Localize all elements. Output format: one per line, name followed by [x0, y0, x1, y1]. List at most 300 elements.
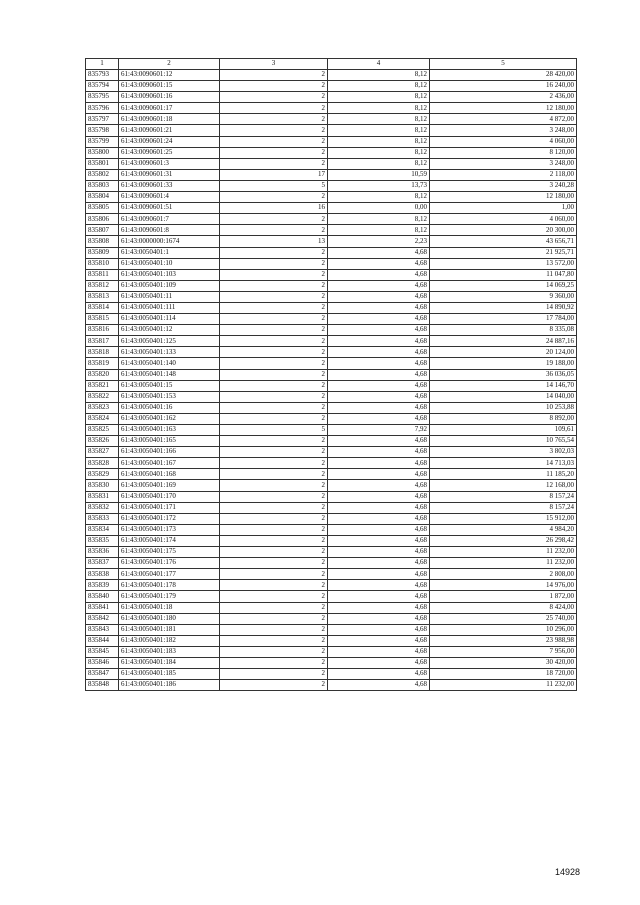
table-cell-col-3: 2 — [220, 81, 328, 92]
table-row — [86, 491, 577, 502]
table-cell-col-3: 2 — [220, 92, 328, 103]
table-cell-col-3: 2 — [220, 502, 328, 513]
table-cell-col-1: 835806 — [86, 214, 119, 225]
table-cell-col-2: 61:43:0050401:170 — [119, 491, 220, 502]
table-cell-col-2: 61:43:0090601:4 — [119, 192, 220, 203]
table-cell-col-1: 835842 — [86, 613, 119, 624]
table-row — [86, 580, 577, 591]
table-cell-col-4: 4,68 — [328, 302, 430, 313]
table-cell-col-2: 61:43:0050401:167 — [119, 458, 220, 469]
table-cell-col-3: 2 — [220, 491, 328, 502]
table-cell-col-5: 9 360,00 — [430, 291, 577, 302]
table-cell-col-5: 8 335,08 — [430, 325, 577, 336]
table-cell-col-1: 835804 — [86, 192, 119, 203]
table-cell-col-2: 61:43:0050401:15 — [119, 380, 220, 391]
table-cell-col-2: 61:43:0050401:114 — [119, 314, 220, 325]
table-cell-col-4: 4,68 — [328, 369, 430, 380]
table-cell-col-3: 17 — [220, 169, 328, 180]
table-cell-col-5: 24 887,16 — [430, 336, 577, 347]
header-row — [86, 59, 577, 70]
table-row — [86, 347, 577, 358]
table-cell-col-1: 835827 — [86, 447, 119, 458]
table-cell-col-4: 4,68 — [328, 291, 430, 302]
table-row — [86, 236, 577, 247]
table-cell-col-2: 61:43:0050401:111 — [119, 302, 220, 313]
table-cell-col-5: 11 185,20 — [430, 469, 577, 480]
table-cell-col-5: 26 298,42 — [430, 535, 577, 546]
table-cell-col-3: 2 — [220, 280, 328, 291]
table-cell-col-1: 835820 — [86, 369, 119, 380]
table-cell-col-4: 4,68 — [328, 535, 430, 546]
table-cell-col-5: 23 988,98 — [430, 635, 577, 646]
table-row — [86, 225, 577, 236]
table-cell-col-2: 61:43:0050401:169 — [119, 480, 220, 491]
table-cell-col-3: 2 — [220, 591, 328, 602]
table-cell-col-1: 835845 — [86, 646, 119, 657]
table-cell-col-3: 2 — [220, 125, 328, 136]
table-cell-col-3: 2 — [220, 458, 328, 469]
table-cell-col-3: 2 — [220, 635, 328, 646]
table-row — [86, 657, 577, 668]
table-cell-col-1: 835848 — [86, 680, 119, 691]
table-cell-col-1: 835821 — [86, 380, 119, 391]
table-row — [86, 214, 577, 225]
table-cell-col-2: 61:43:0050401:174 — [119, 535, 220, 546]
table-cell-col-4: 8,12 — [328, 136, 430, 147]
table-cell-col-5: 12 168,00 — [430, 480, 577, 491]
table-cell-col-3: 2 — [220, 225, 328, 236]
table-cell-col-4: 4,68 — [328, 325, 430, 336]
table-cell-col-3: 2 — [220, 70, 328, 81]
table-cell-col-4: 4,68 — [328, 558, 430, 569]
table-cell-col-1: 835813 — [86, 291, 119, 302]
table-cell-col-3: 2 — [220, 558, 328, 569]
table-cell-col-5: 14 890,92 — [430, 302, 577, 313]
table-cell-col-3: 13 — [220, 236, 328, 247]
table-row — [86, 169, 577, 180]
table-cell-col-1: 835837 — [86, 558, 119, 569]
table-cell-col-1: 835833 — [86, 513, 119, 524]
table-cell-col-4: 8,12 — [328, 81, 430, 92]
table-cell-col-1: 835803 — [86, 180, 119, 191]
table-cell-col-1: 835800 — [86, 147, 119, 158]
table-row — [86, 535, 577, 546]
table-cell-col-2: 61:43:0050401:175 — [119, 547, 220, 558]
table-row — [86, 369, 577, 380]
table-cell-col-5: 4 060,00 — [430, 136, 577, 147]
table-cell-col-5: 8 892,00 — [430, 413, 577, 424]
table-cell-col-3: 2 — [220, 680, 328, 691]
table-cell-col-3: 2 — [220, 158, 328, 169]
table-cell-col-5: 43 656,71 — [430, 236, 577, 247]
table-row — [86, 291, 577, 302]
table-cell-col-4: 4,68 — [328, 280, 430, 291]
table-cell-col-4: 4,68 — [328, 391, 430, 402]
table-row — [86, 302, 577, 313]
table-cell-col-1: 835847 — [86, 669, 119, 680]
table-cell-col-1: 835822 — [86, 391, 119, 402]
table-row — [86, 70, 577, 81]
table-cell-col-4: 4,68 — [328, 247, 430, 258]
table-cell-col-1: 835802 — [86, 169, 119, 180]
table-cell-col-5: 2 808,00 — [430, 569, 577, 580]
table-cell-col-5: 1 872,00 — [430, 591, 577, 602]
table-cell-col-1: 835836 — [86, 547, 119, 558]
table-row — [86, 613, 577, 624]
table-cell-col-3: 2 — [220, 657, 328, 668]
table-cell-col-1: 835807 — [86, 225, 119, 236]
table-cell-col-4: 4,68 — [328, 447, 430, 458]
table-cell-col-3: 2 — [220, 624, 328, 635]
table-cell-col-5: 18 720,00 — [430, 669, 577, 680]
table-cell-col-3: 16 — [220, 203, 328, 214]
table-row — [86, 158, 577, 169]
table-cell-col-5: 19 188,00 — [430, 358, 577, 369]
table-cell-col-5: 30 420,00 — [430, 657, 577, 668]
table-row — [86, 269, 577, 280]
table-row — [86, 391, 577, 402]
table-cell-col-5: 8 157,24 — [430, 502, 577, 513]
table-cell-col-4: 8,12 — [328, 114, 430, 125]
table-cell-col-1: 835805 — [86, 203, 119, 214]
table-cell-col-3: 2 — [220, 547, 328, 558]
table-body — [86, 70, 577, 691]
table-cell-col-5: 14 040,00 — [430, 391, 577, 402]
table-cell-col-1: 835826 — [86, 436, 119, 447]
table-cell-col-2: 61:43:0050401:140 — [119, 358, 220, 369]
table-cell-col-3: 2 — [220, 524, 328, 535]
table-cell-col-2: 61:43:0050401:179 — [119, 591, 220, 602]
table-cell-col-3: 2 — [220, 258, 328, 269]
table-cell-col-4: 4,68 — [328, 547, 430, 558]
table-cell-col-3: 5 — [220, 425, 328, 436]
table-row — [86, 136, 577, 147]
table-row — [86, 147, 577, 158]
table-row — [86, 180, 577, 191]
table-cell-col-4: 4,68 — [328, 469, 430, 480]
table-cell-col-4: 4,68 — [328, 380, 430, 391]
table-row — [86, 380, 577, 391]
table-cell-col-4: 4,68 — [328, 258, 430, 269]
page-number: 14928 — [555, 867, 581, 877]
column-header-3: 3 — [220, 59, 328, 70]
table-cell-col-1: 835798 — [86, 125, 119, 136]
table-cell-col-2: 61:43:0050401:162 — [119, 413, 220, 424]
table-cell-col-1: 835818 — [86, 347, 119, 358]
table-row — [86, 502, 577, 513]
table-cell-col-4: 4,68 — [328, 358, 430, 369]
table-cell-col-2: 61:43:0050401:185 — [119, 669, 220, 680]
table-cell-col-5: 109,61 — [430, 425, 577, 436]
table-cell-col-2: 61:43:0050401:1 — [119, 247, 220, 258]
table-cell-col-2: 61:43:0050401:168 — [119, 469, 220, 480]
table-row — [86, 591, 577, 602]
table-cell-col-5: 3 248,00 — [430, 158, 577, 169]
table-cell-col-5: 13 572,00 — [430, 258, 577, 269]
table-cell-col-4: 4,68 — [328, 613, 430, 624]
table-cell-col-3: 2 — [220, 413, 328, 424]
table-cell-col-5: 10 253,88 — [430, 402, 577, 413]
table-row — [86, 125, 577, 136]
table-cell-col-2: 61:43:0050401:182 — [119, 635, 220, 646]
table-cell-col-4: 4,68 — [328, 635, 430, 646]
table-cell-col-3: 2 — [220, 192, 328, 203]
table-cell-col-1: 835795 — [86, 92, 119, 103]
table-cell-col-4: 4,68 — [328, 502, 430, 513]
table-cell-col-5: 3 802,03 — [430, 447, 577, 458]
table-cell-col-5: 16 240,00 — [430, 81, 577, 92]
table-cell-col-2: 61:43:0050401:133 — [119, 347, 220, 358]
table-cell-col-2: 61:43:0050401:11 — [119, 291, 220, 302]
table-cell-col-4: 4,68 — [328, 458, 430, 469]
table-cell-col-4: 7,92 — [328, 425, 430, 436]
table-cell-col-5: 2 436,00 — [430, 92, 577, 103]
table-cell-col-4: 4,68 — [328, 436, 430, 447]
table-cell-col-5: 3 248,00 — [430, 125, 577, 136]
table-row — [86, 524, 577, 535]
table-cell-col-5: 36 036,05 — [430, 369, 577, 380]
table-cell-col-1: 835843 — [86, 624, 119, 635]
table-cell-col-4: 4,68 — [328, 602, 430, 613]
table-cell-col-4: 4,68 — [328, 336, 430, 347]
table-cell-col-1: 835810 — [86, 258, 119, 269]
table-cell-col-2: 61:43:0050401:177 — [119, 569, 220, 580]
table-cell-col-1: 835801 — [86, 158, 119, 169]
table-row — [86, 624, 577, 635]
table-cell-col-2: 61:43:0050401:165 — [119, 436, 220, 447]
table-row — [86, 81, 577, 92]
table-row — [86, 558, 577, 569]
table-cell-col-3: 2 — [220, 569, 328, 580]
table-row — [86, 425, 577, 436]
table-cell-col-3: 2 — [220, 336, 328, 347]
table-cell-col-2: 61:43:0090601:18 — [119, 114, 220, 125]
table-cell-col-3: 2 — [220, 613, 328, 624]
table-cell-col-1: 835817 — [86, 336, 119, 347]
table-row — [86, 469, 577, 480]
table-cell-col-5: 14 069,25 — [430, 280, 577, 291]
table-cell-col-4: 4,68 — [328, 624, 430, 635]
table-cell-col-3: 2 — [220, 602, 328, 613]
table-row — [86, 114, 577, 125]
table-cell-col-1: 835816 — [86, 325, 119, 336]
table-cell-col-3: 2 — [220, 247, 328, 258]
table-cell-col-5: 17 784,00 — [430, 314, 577, 325]
table-cell-col-2: 61:43:0090601:7 — [119, 214, 220, 225]
table-cell-col-3: 2 — [220, 436, 328, 447]
column-header-5: 5 — [430, 59, 577, 70]
table-cell-col-5: 4 984,20 — [430, 524, 577, 535]
table-cell-col-3: 2 — [220, 580, 328, 591]
table-cell-col-1: 835846 — [86, 657, 119, 668]
table-cell-col-2: 61:43:0090601:16 — [119, 92, 220, 103]
table-cell-col-2: 61:43:0090601:21 — [119, 125, 220, 136]
table-cell-col-1: 835824 — [86, 413, 119, 424]
table-cell-col-4: 4,68 — [328, 669, 430, 680]
table-cell-col-3: 2 — [220, 214, 328, 225]
table-cell-col-3: 2 — [220, 136, 328, 147]
table-cell-col-1: 835809 — [86, 247, 119, 258]
table-cell-col-4: 4,68 — [328, 269, 430, 280]
table-row — [86, 336, 577, 347]
column-header-2: 2 — [119, 59, 220, 70]
table-cell-col-1: 835829 — [86, 469, 119, 480]
table-cell-col-3: 2 — [220, 535, 328, 546]
table-cell-col-3: 2 — [220, 358, 328, 369]
table-cell-col-2: 61:43:0050401:180 — [119, 613, 220, 624]
table-cell-col-3: 2 — [220, 402, 328, 413]
table-cell-col-5: 11 047,80 — [430, 269, 577, 280]
table-cell-col-1: 835823 — [86, 402, 119, 413]
table-cell-col-5: 1,00 — [430, 203, 577, 214]
table-cell-col-5: 20 300,00 — [430, 225, 577, 236]
table-cell-col-1: 835841 — [86, 602, 119, 613]
table-row — [86, 192, 577, 203]
table-cell-col-2: 61:43:0050401:172 — [119, 513, 220, 524]
table-cell-col-5: 8 157,24 — [430, 491, 577, 502]
table-cell-col-1: 835838 — [86, 569, 119, 580]
column-header-1: 1 — [86, 59, 119, 70]
table-cell-col-2: 61:43:0090601:24 — [119, 136, 220, 147]
table-cell-col-3: 2 — [220, 391, 328, 402]
table-cell-col-5: 11 232,00 — [430, 680, 577, 691]
table-row — [86, 635, 577, 646]
table-cell-col-1: 835844 — [86, 635, 119, 646]
table-cell-col-1: 835834 — [86, 524, 119, 535]
table-cell-col-4: 4,68 — [328, 680, 430, 691]
table-cell-col-2: 61:43:0000000:1674 — [119, 236, 220, 247]
table-row — [86, 103, 577, 114]
table-cell-col-4: 4,68 — [328, 524, 430, 535]
table-cell-col-4: 10,59 — [328, 169, 430, 180]
table-cell-col-1: 835815 — [86, 314, 119, 325]
table-cell-col-1: 835814 — [86, 302, 119, 313]
table-cell-col-3: 2 — [220, 147, 328, 158]
table-row — [86, 280, 577, 291]
table-cell-col-5: 14 146,70 — [430, 380, 577, 391]
table-cell-col-5: 7 956,00 — [430, 646, 577, 657]
table-cell-col-5: 4 872,00 — [430, 114, 577, 125]
table-cell-col-2: 61:43:0050401:166 — [119, 447, 220, 458]
table-row — [86, 513, 577, 524]
table-cell-col-3: 2 — [220, 269, 328, 280]
table-cell-col-2: 61:43:0050401:171 — [119, 502, 220, 513]
table-row — [86, 547, 577, 558]
table-row — [86, 602, 577, 613]
table-row — [86, 447, 577, 458]
table-cell-col-1: 835832 — [86, 502, 119, 513]
table-cell-col-5: 11 232,00 — [430, 558, 577, 569]
table-cell-col-2: 61:43:0050401:183 — [119, 646, 220, 657]
table-cell-col-3: 2 — [220, 469, 328, 480]
table-cell-col-2: 61:43:0050401:173 — [119, 524, 220, 535]
table-row — [86, 92, 577, 103]
table-cell-col-2: 61:43:0050401:186 — [119, 680, 220, 691]
table-cell-col-4: 8,12 — [328, 103, 430, 114]
table-cell-col-2: 61:43:0050401:125 — [119, 336, 220, 347]
table-cell-col-3: 2 — [220, 669, 328, 680]
table-cell-col-5: 15 912,00 — [430, 513, 577, 524]
table-cell-col-4: 4,68 — [328, 591, 430, 602]
table-cell-col-4: 4,68 — [328, 646, 430, 657]
table-cell-col-4: 4,68 — [328, 413, 430, 424]
table-cell-col-2: 61:43:0090601:33 — [119, 180, 220, 191]
table-cell-col-4: 8,12 — [328, 225, 430, 236]
table-cell-col-5: 20 124,00 — [430, 347, 577, 358]
table-cell-col-5: 2 118,00 — [430, 169, 577, 180]
table-row — [86, 402, 577, 413]
table-cell-col-5: 21 925,71 — [430, 247, 577, 258]
table-row — [86, 413, 577, 424]
table-cell-col-2: 61:43:0090601:17 — [119, 103, 220, 114]
table-cell-col-2: 61:43:0090601:31 — [119, 169, 220, 180]
table-cell-col-5: 10 765,54 — [430, 436, 577, 447]
table-cell-col-2: 61:43:0090601:3 — [119, 158, 220, 169]
table-cell-col-2: 61:43:0050401:16 — [119, 402, 220, 413]
table-cell-col-1: 835794 — [86, 81, 119, 92]
table-cell-col-1: 835793 — [86, 70, 119, 81]
table-cell-col-1: 835811 — [86, 269, 119, 280]
table-row — [86, 314, 577, 325]
table-cell-col-3: 2 — [220, 291, 328, 302]
table-cell-col-3: 2 — [220, 103, 328, 114]
table-cell-col-5: 14 976,00 — [430, 580, 577, 591]
table-cell-col-5: 4 060,00 — [430, 214, 577, 225]
table-cell-col-2: 61:43:0090601:51 — [119, 203, 220, 214]
table-row — [86, 358, 577, 369]
table-cell-col-4: 4,68 — [328, 480, 430, 491]
table-cell-col-2: 61:43:0050401:178 — [119, 580, 220, 591]
table-row — [86, 247, 577, 258]
table-cell-col-5: 25 740,00 — [430, 613, 577, 624]
table-cell-col-5: 10 296,00 — [430, 624, 577, 635]
table-cell-col-2: 61:43:0050401:148 — [119, 369, 220, 380]
table-cell-col-3: 2 — [220, 347, 328, 358]
table-cell-col-4: 8,12 — [328, 125, 430, 136]
table-cell-col-4: 4,68 — [328, 402, 430, 413]
table-cell-col-1: 835797 — [86, 114, 119, 125]
table-cell-col-4: 4,68 — [328, 657, 430, 668]
table-cell-col-4: 8,12 — [328, 214, 430, 225]
table-cell-col-3: 2 — [220, 513, 328, 524]
table-cell-col-4: 4,68 — [328, 569, 430, 580]
table-cell-col-3: 5 — [220, 180, 328, 191]
table-cell-col-4: 8,12 — [328, 70, 430, 81]
table-cell-col-4: 8,12 — [328, 92, 430, 103]
table-cell-col-5: 14 713,03 — [430, 458, 577, 469]
table-cell-col-4: 4,68 — [328, 513, 430, 524]
table-cell-col-5: 8 424,00 — [430, 602, 577, 613]
table-cell-col-2: 61:43:0050401:184 — [119, 657, 220, 668]
table-cell-col-2: 61:43:0050401:12 — [119, 325, 220, 336]
table-cell-col-3: 2 — [220, 314, 328, 325]
table-cell-col-4: 13,73 — [328, 180, 430, 191]
table-cell-col-4: 8,12 — [328, 192, 430, 203]
table-cell-col-3: 2 — [220, 325, 328, 336]
table-cell-col-1: 835839 — [86, 580, 119, 591]
table-cell-col-1: 835831 — [86, 491, 119, 502]
table-row — [86, 436, 577, 447]
table-row — [86, 203, 577, 214]
table-row — [86, 569, 577, 580]
table-cell-col-4: 8,12 — [328, 147, 430, 158]
data-table — [85, 58, 577, 691]
table-cell-col-4: 0,00 — [328, 203, 430, 214]
table-cell-col-2: 61:43:0050401:18 — [119, 602, 220, 613]
table-cell-col-2: 61:43:0090601:15 — [119, 81, 220, 92]
table-cell-col-4: 4,68 — [328, 491, 430, 502]
table-cell-col-2: 61:43:0050401:181 — [119, 624, 220, 635]
